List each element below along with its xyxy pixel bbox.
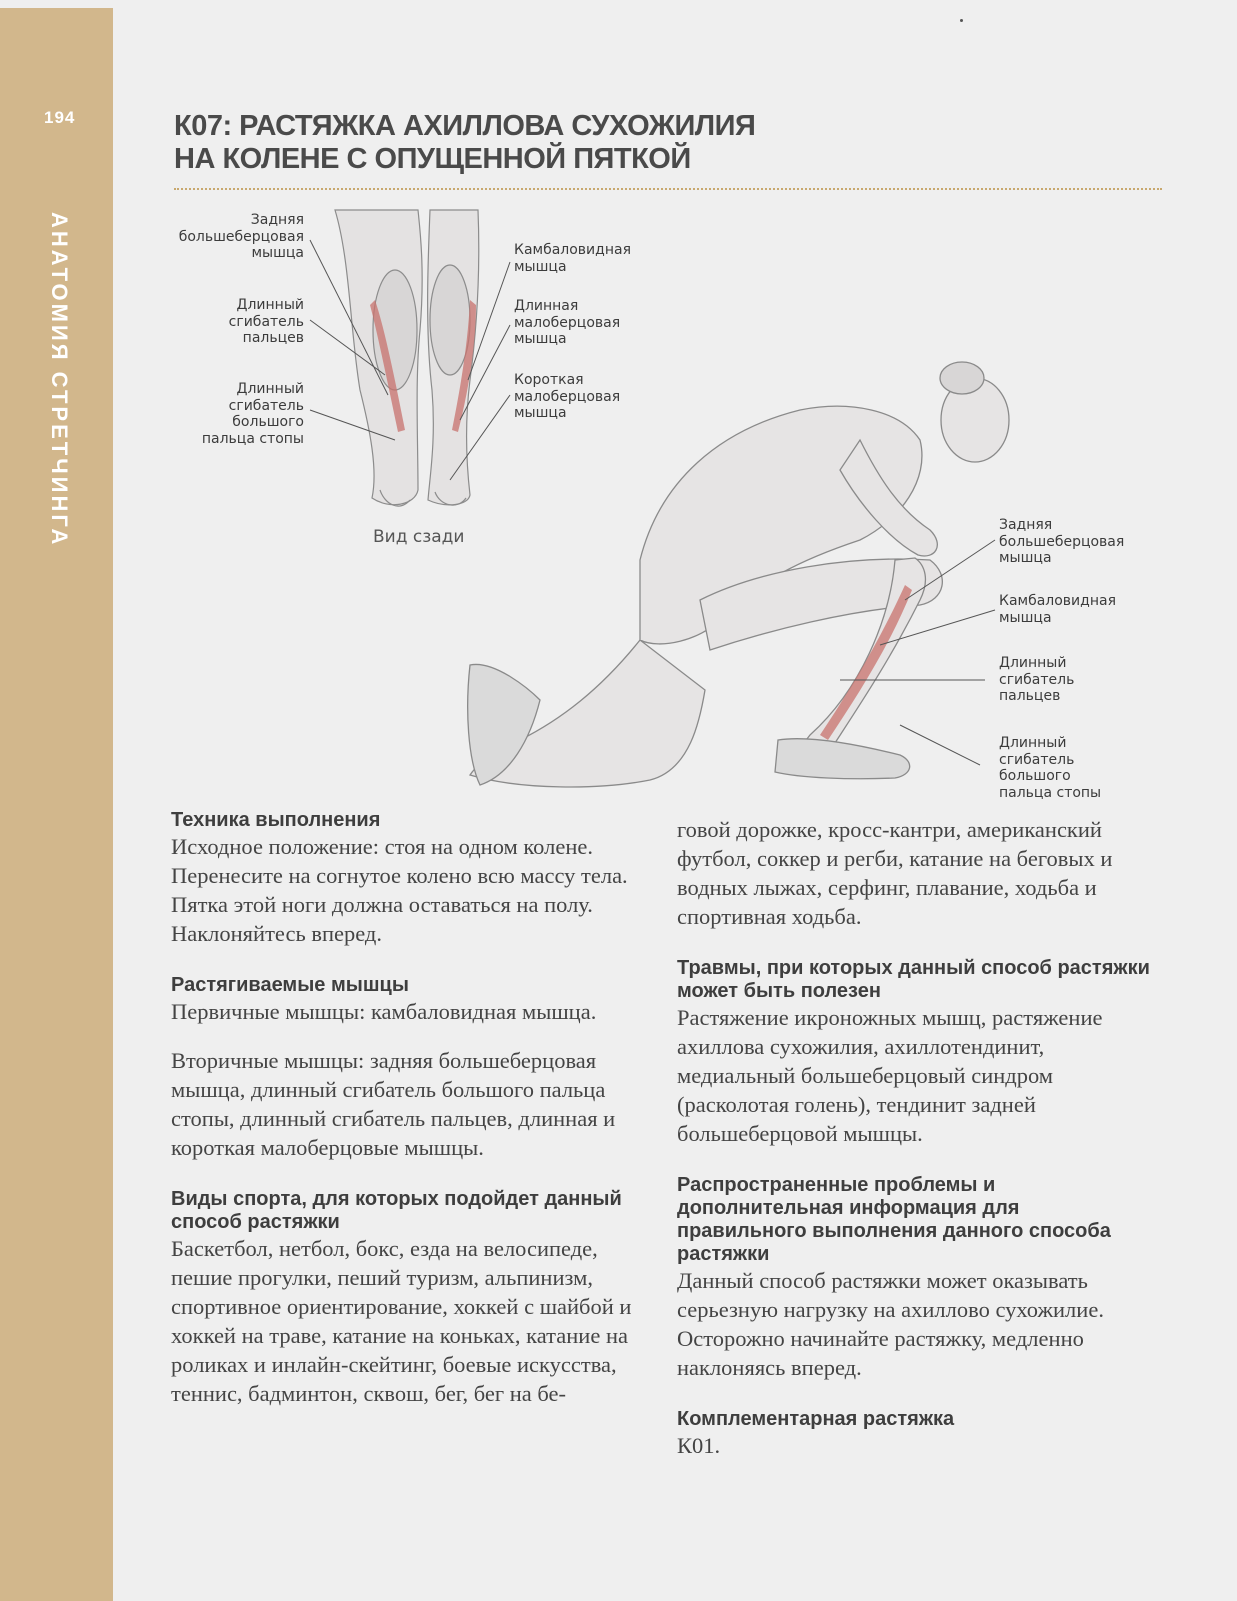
side-label-tibialis-posterior: Задняя большеберцовая мышца	[999, 517, 1125, 566]
side-label-flexor-hallucis: Длинный сгибатель большого пальца стопы	[999, 735, 1102, 801]
kneeling-figure	[468, 362, 1009, 787]
technique-heading: Техника выполнения	[171, 809, 381, 831]
rear-label-peroneus-brevis: Короткая малоберцовая мышца	[514, 372, 621, 421]
injuries-text: Растяжение икроножных мышц, растяжение ахиллова сухожилия, ахиллотендинит, медиальный большеберцовый синдром (расколотая голень), тендинит задней большеберцовой мышцы.	[677, 1005, 1103, 1146]
anatomy-illustration	[160, 200, 1160, 820]
page-title	[174, 110, 1154, 176]
title-rule	[174, 188, 1162, 190]
text-column-right	[677, 815, 1152, 1460]
muscles-heading: Растягиваемые мышцы	[171, 974, 409, 996]
injuries-heading: Травмы, при которых данный способ растяжки может быть полезен	[677, 957, 1150, 1002]
text-column-left	[171, 809, 646, 1408]
sports-text-right: говой дорожке, кросс-кантри, американский футбол, соккер и регби, катание на беговых и водных лыжах, серфинг, плавание, ходьба и спортивная ходьба.	[677, 817, 1113, 929]
muscles-primary: Первичные мышцы: камбаловидная мышца.	[171, 999, 597, 1024]
rear-label-soleus: Камбаловидная мышца	[514, 242, 631, 275]
complementary-text: К01.	[677, 1433, 721, 1458]
rear-label-flexor-hallucis: Длинный сгибатель большого пальца стопы	[201, 381, 304, 447]
problems-heading: Распространенные проблемы и дополнительная информация для правильного выполнения данного способа растяжки	[677, 1174, 1111, 1265]
rear-view-legs	[335, 210, 479, 506]
rear-label-flexor-digitorum: Длинный сгибатель пальцев	[228, 297, 304, 346]
side-label-flexor-digitorum: Длинный сгибатель пальцев	[999, 655, 1075, 704]
section-label: АНАТОМИЯ СТРЕТЧИНГА	[47, 212, 72, 548]
title-line-2: НА КОЛЕНЕ С ОПУЩЕННОЙ ПЯТКОЙ	[174, 143, 691, 175]
technique-text: Исходное положение: стоя на одном колене. Перенесите на согнутое колено всю массу тела. Пятка этой ноги должна оставаться на полу. Наклоняйтесь вперед.	[171, 834, 628, 946]
print-dot	[960, 19, 963, 22]
side-label-soleus: Камбаловидная мышца	[999, 593, 1116, 626]
muscles-secondary: Вторичные мышцы: задняя большеберцовая мышца, длинный сгибатель большого пальца стопы, длинный сгибатель пальцев, длинная и короткая малоберцовые мышцы.	[171, 1048, 616, 1160]
problems-text: Данный способ растяжки может оказывать серьезную нагрузку на ахиллово сухожилие. Осторожно начинайте растяжку, медленно наклоняясь вперед.	[677, 1268, 1104, 1380]
sports-text-left: Баскетбол, нетбол, бокс, езда на велосипеде, пешие прогулки, пеший туризм, альпинизм, спортивное ориентирование, хоккей с шайбой и хоккей на траве, катание на коньках, катание на роликах и инлайн-скейтинг, боевые искусства, теннис, бадминтон, сквош, бег, бег на бе-	[171, 1236, 632, 1406]
rear-view-caption: Вид сзади	[373, 527, 465, 547]
rear-label-tibialis-posterior: Задняя большеберцовая мышца	[178, 212, 304, 261]
page-number: 194	[44, 108, 76, 127]
complementary-heading: Комплементарная растяжка	[677, 1408, 955, 1430]
sports-heading: Виды спорта, для которых подойдет данный способ растяжки	[171, 1188, 622, 1233]
title-line-1: К07: РАСТЯЖКА АХИЛЛОВА СУХОЖИЛИЯ	[174, 110, 756, 142]
rear-label-peroneus-longus: Длинная малоберцовая мышца	[514, 298, 621, 347]
